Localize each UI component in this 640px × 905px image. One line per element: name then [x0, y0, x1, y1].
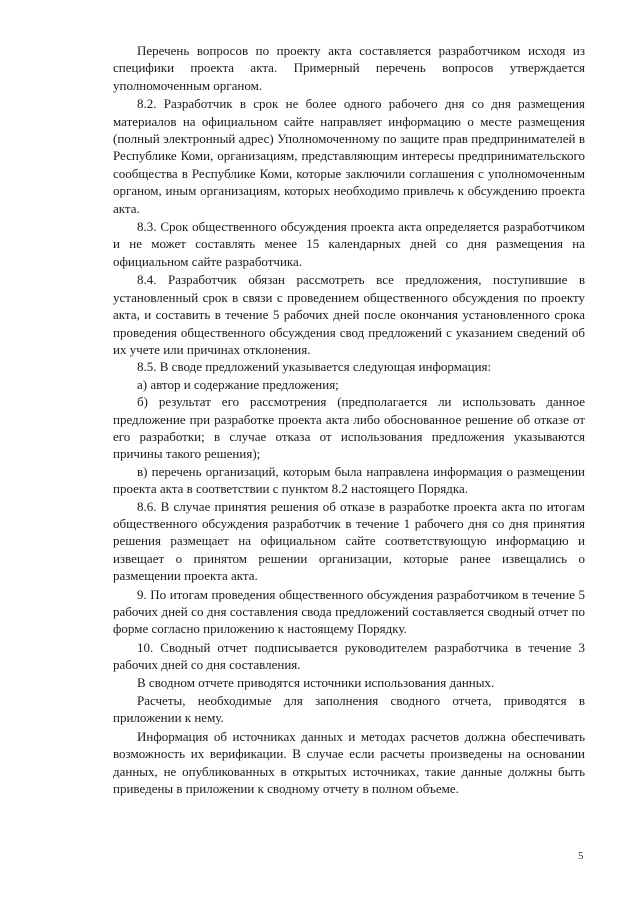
paragraph-8-4: 8.4. Разработчик обязан рассмотреть все предложения, поступившие в установленный срок в связи с проведением общественного обсуждения по проекту акта, и составить в течение 5 рабочих дней после окончания установленного срока проведения общественного обсуждения свод предложений с указанием сведений об их учете или причинах отклонения. [113, 272, 585, 357]
paragraph-8-5-a: а) автор и содержание предложения; [137, 376, 339, 392]
page-number: 5 [578, 850, 584, 862]
paragraph-10: 10. Сводный отчет подписывается руководителем разработчика в течение 3 рабочих дней со дня составления. [113, 639, 585, 673]
paragraph-data-sources: В сводном отчете приводятся источники использования данных. [137, 674, 495, 690]
paragraph-8-5-v: в) перечень организаций, которым была направлена информация о размещении проекта акта в соответствии с пунктом 8.2 настоящего Порядка. [113, 463, 585, 497]
paragraph-8-2: 8.2. Разработчик в срок не более одного рабочего дня со дня размещения материалов на официальном сайте направляет информацию о месте размещения (полный электронный адрес) Уполномоченному по защите прав предпринимателей в Республике Коми, организациям, представляющим интересы предпринимательского сообщества в Республике Коми, которые заключили соглашения с уполномоченным органом, иным организациям, которых необходимо привлечь к обсуждению проекта акта. [113, 96, 585, 216]
paragraph-8-6: 8.6. В случае принятия решения об отказе в разработке проекта акта по итогам общественного обсуждения разработчик в течение 1 рабочего дня со дня принятия решения размещает на официальном сайте соответствующую информацию и извещает о принятом решении организации, которые ранее извещались о размещении проекта акта. [113, 498, 585, 584]
paragraph-verification: Информация об источниках данных и методах расчетов должна обеспечивать возможность их верификации. В случае если расчеты произведены на основании данных, не опубликованных в открытых источниках, такие данные должны быть приведены в приложении к сводному отчету в полном объеме. [113, 728, 585, 797]
paragraph-question-list: Перечень вопросов по проекту акта составляется разработчиком исходя из специфики проекта акта. Примерный перечень вопросов утверждается уполномоченным органом. [113, 43, 585, 93]
document-body [113, 42, 585, 797]
paragraph-8-5: 8.5. В своде предложений указывается следующая информация: [137, 359, 492, 375]
paragraph-calculations: Расчеты, необходимые для заполнения сводного отчета, приводятся в приложении к нему. [113, 693, 585, 726]
paragraph-9: 9. По итогам проведения общественного обсуждения разработчиком в течение 5 рабочих дней со дня составления свода предложений составляется сводный отчет по форме согласно приложению к настоящему Порядку. [113, 586, 585, 637]
paragraph-8-3: 8.3. Срок общественного обсуждения проекта акта определяется разработчиком и не может составлять менее 15 календарных дней со дня размещения на официальном сайте разработчика. [113, 219, 585, 269]
paragraph-8-5-b: б) результат его рассмотрения (предполагается ли использовать данное предложение при разработке проекта акта либо обоснованное решение об отказе от его разработки; в случае отказа от использования предложения указываются причины такого решения); [113, 394, 585, 462]
